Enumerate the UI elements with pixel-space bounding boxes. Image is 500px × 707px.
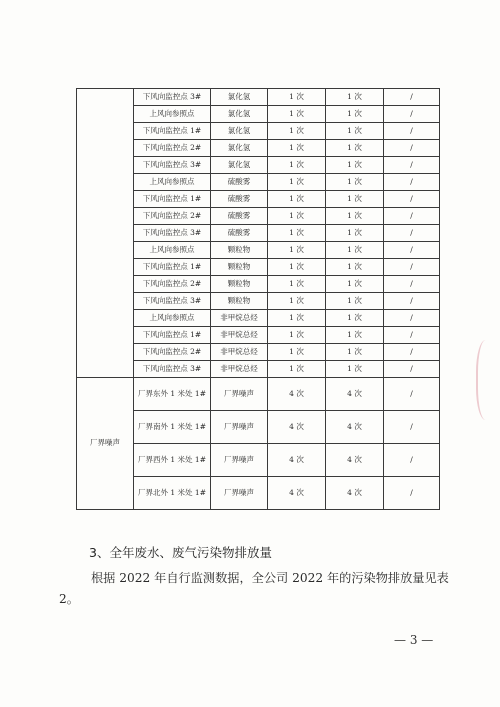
pollutant-cell: 氯化氢 — [211, 123, 268, 140]
frequency-cell: 4 次 — [268, 411, 326, 444]
remark-cell: / — [384, 361, 440, 378]
remark-cell: / — [384, 242, 440, 259]
count-cell: 1 次 — [326, 225, 384, 242]
pollutant-cell: 非甲烷总烃 — [211, 327, 268, 344]
category-cell-air — [77, 89, 134, 378]
point-cell: 下风向监控点 2# — [134, 344, 211, 361]
frequency-cell: 1 次 — [268, 225, 326, 242]
frequency-cell: 1 次 — [268, 327, 326, 344]
pollutant-cell: 非甲烷总烃 — [211, 310, 268, 327]
count-cell: 1 次 — [326, 344, 384, 361]
point-cell: 厂界东外 1 米处 1# — [134, 378, 211, 411]
point-cell: 下风向监控点 2# — [134, 140, 211, 157]
count-cell: 1 次 — [326, 191, 384, 208]
remark-cell: / — [384, 444, 440, 477]
count-cell: 1 次 — [326, 89, 384, 106]
category-cell-noise: 厂界噪声 — [77, 378, 134, 510]
pollutant-cell: 氯化氢 — [211, 157, 268, 174]
frequency-cell: 1 次 — [268, 310, 326, 327]
remark-cell: / — [384, 310, 440, 327]
frequency-cell: 1 次 — [268, 140, 326, 157]
remark-cell: / — [384, 140, 440, 157]
point-cell: 上风向参照点 — [134, 106, 211, 123]
frequency-cell: 1 次 — [268, 293, 326, 310]
point-cell: 下风向监控点 3# — [134, 225, 211, 242]
frequency-cell: 1 次 — [268, 106, 326, 123]
frequency-cell: 1 次 — [268, 242, 326, 259]
count-cell: 1 次 — [326, 106, 384, 123]
pollutant-cell: 厂界噪声 — [211, 378, 268, 411]
remark-cell: / — [384, 411, 440, 444]
monitoring-table-body — [77, 89, 440, 510]
pollutant-cell: 氯化氢 — [211, 89, 268, 106]
remark-cell: / — [384, 477, 440, 510]
section-heading: 3、全年废水、废气污染物排放量 — [89, 545, 272, 560]
page-number: — 3 — — [394, 633, 434, 647]
count-cell: 4 次 — [326, 477, 384, 510]
pollutant-cell: 颗粒物 — [211, 276, 268, 293]
frequency-cell: 1 次 — [268, 174, 326, 191]
point-cell: 上风向参照点 — [134, 174, 211, 191]
remark-cell: / — [384, 157, 440, 174]
remark-cell: / — [384, 276, 440, 293]
frequency-cell: 4 次 — [268, 477, 326, 510]
count-cell: 1 次 — [326, 174, 384, 191]
frequency-cell: 1 次 — [268, 259, 326, 276]
remark-cell: / — [384, 344, 440, 361]
count-cell: 1 次 — [326, 242, 384, 259]
pollutant-cell: 硫酸雾 — [211, 225, 268, 242]
point-cell: 上风向参照点 — [134, 310, 211, 327]
remark-cell: / — [384, 225, 440, 242]
count-cell: 1 次 — [326, 327, 384, 344]
frequency-cell: 4 次 — [268, 444, 326, 477]
remark-cell: / — [384, 327, 440, 344]
remark-cell: / — [384, 89, 440, 106]
frequency-cell: 1 次 — [268, 208, 326, 225]
frequency-cell: 1 次 — [268, 344, 326, 361]
point-cell: 下风向监控点 1# — [134, 327, 211, 344]
pollutant-cell: 硫酸雾 — [211, 191, 268, 208]
point-cell: 下风向监控点 3# — [134, 157, 211, 174]
count-cell: 1 次 — [326, 310, 384, 327]
point-cell: 下风向监控点 3# — [134, 89, 211, 106]
frequency-cell: 1 次 — [268, 191, 326, 208]
pollutant-cell: 硫酸雾 — [211, 174, 268, 191]
pollutant-cell: 厂界噪声 — [211, 411, 268, 444]
point-cell: 厂界北外 1 米处 1# — [134, 477, 211, 510]
point-cell: 下风向监控点 1# — [134, 191, 211, 208]
frequency-cell: 1 次 — [268, 276, 326, 293]
remark-cell: / — [384, 378, 440, 411]
pollutant-cell: 氯化氢 — [211, 140, 268, 157]
remark-cell: / — [384, 123, 440, 140]
point-cell: 下风向监控点 2# — [134, 208, 211, 225]
pollutant-cell: 非甲烷总烃 — [211, 344, 268, 361]
point-cell: 下风向监控点 1# — [134, 259, 211, 276]
frequency-cell: 1 次 — [268, 157, 326, 174]
point-cell: 下风向监控点 2# — [134, 276, 211, 293]
count-cell: 1 次 — [326, 276, 384, 293]
pollutant-cell: 颗粒物 — [211, 242, 268, 259]
count-cell: 1 次 — [326, 259, 384, 276]
pollutant-cell: 厂界噪声 — [211, 477, 268, 510]
monitoring-table — [76, 88, 440, 510]
point-cell: 厂界西外 1 米处 1# — [134, 444, 211, 477]
count-cell: 1 次 — [326, 293, 384, 310]
pollutant-cell: 厂界噪声 — [211, 444, 268, 477]
count-cell: 1 次 — [326, 361, 384, 378]
remark-cell: / — [384, 208, 440, 225]
remark-cell: / — [384, 191, 440, 208]
point-cell: 厂界南外 1 米处 1# — [134, 411, 211, 444]
pollutant-cell: 氯化氢 — [211, 106, 268, 123]
point-cell: 下风向监控点 1# — [134, 123, 211, 140]
pollutant-cell: 颗粒物 — [211, 259, 268, 276]
pollutant-cell: 非甲烷总烃 — [211, 361, 268, 378]
point-cell: 上风向参照点 — [134, 242, 211, 259]
count-cell: 4 次 — [326, 411, 384, 444]
count-cell: 1 次 — [326, 157, 384, 174]
count-cell: 4 次 — [326, 378, 384, 411]
frequency-cell: 1 次 — [268, 361, 326, 378]
count-cell: 1 次 — [326, 140, 384, 157]
count-cell: 4 次 — [326, 444, 384, 477]
count-cell: 1 次 — [326, 123, 384, 140]
point-cell: 下风向监控点 3# — [134, 293, 211, 310]
table-row — [77, 89, 440, 106]
seal-stamp-fragment — [476, 340, 500, 420]
pollutant-cell: 颗粒物 — [211, 293, 268, 310]
remark-cell: / — [384, 259, 440, 276]
frequency-cell: 1 次 — [268, 123, 326, 140]
point-cell: 下风向监控点 3# — [134, 361, 211, 378]
remark-cell: / — [384, 106, 440, 123]
remark-cell: / — [384, 174, 440, 191]
count-cell: 1 次 — [326, 208, 384, 225]
frequency-cell: 1 次 — [268, 89, 326, 106]
frequency-cell: 4 次 — [268, 378, 326, 411]
pollutant-cell: 硫酸雾 — [211, 208, 268, 225]
body-paragraph: 根据 2022 年自行监测数据，全公司 2022 年的污染物排放量见表 2。 — [59, 571, 449, 606]
table-row — [77, 378, 440, 411]
remark-cell: / — [384, 293, 440, 310]
